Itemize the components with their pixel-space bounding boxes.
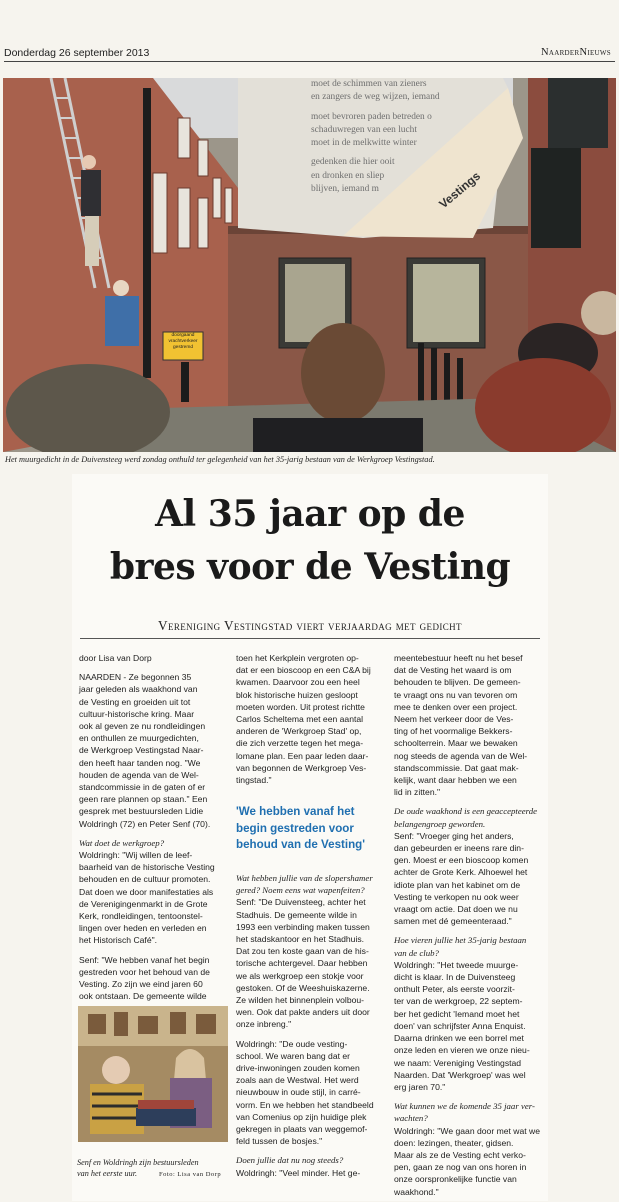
question-line: De oude waakhond is een geaccepteerde (394, 806, 538, 817)
question-line: Wat kunnen we de komende 35 jaar ver- (394, 1101, 535, 1112)
column-1-text (79, 671, 231, 1002)
paragraph-spacer (394, 1093, 546, 1100)
sign-line: gestremd (173, 345, 193, 350)
text-line: ber het gedicht 'Iemand moet het (394, 1008, 520, 1019)
text-line: erg jaren 70." (394, 1081, 446, 1092)
text-line: toen het Kerkplein vergroten op- (236, 653, 359, 663)
text-line: Kerk, rondleidingen, tentoonstel- (79, 911, 203, 922)
byline: door Lisa van Dorp (79, 653, 152, 663)
column-2-text (236, 652, 388, 786)
text-line: die zich verzette tegen het mega- (236, 738, 364, 749)
text-line: Woldringh: "De oude vesting- (236, 1038, 348, 1049)
text-line: Maar als ze de Vesting echt verko- (394, 1149, 526, 1160)
text-line: tingstad." (236, 775, 272, 786)
text-line: Dat doen we door manifestaties als (79, 886, 214, 897)
text-line: Ze wilden het binnenplein volbou- (236, 995, 365, 1006)
text-line: Vesting. Zo zijn we eind jaren 60 (79, 979, 203, 990)
poem-line: gedenken die hier ooit (311, 157, 395, 168)
paragraph-spacer (236, 1147, 388, 1154)
text-line: ter van de werkgroep, 22 septem- (394, 996, 523, 1007)
text-line: Woldringh: "Wij willen de leef- (79, 850, 193, 861)
text-line: wen. Ook dat pakte anders uit door (236, 1007, 370, 1018)
pull-quote-line: begin gestreden voor (236, 821, 354, 835)
headline-line-2: bres voor de Vesting (109, 546, 511, 588)
text-line: lid in zitten." (394, 787, 441, 798)
column-2b-text (236, 872, 388, 1179)
text-line: behouden en de cultuur promoten. (79, 874, 211, 885)
text-line: doen' van schrijfster Anna Enquist. (394, 1020, 526, 1031)
text-line: cultuur-historische kring. Maar (79, 708, 195, 719)
text-line: Carlos Scheltema met een aantal (236, 714, 364, 725)
text-line: het Historisch Café". (79, 935, 158, 946)
inset-caption-text: van het eerste uur. (77, 1169, 138, 1178)
banner-text: Vestings (436, 168, 484, 212)
text-line: geen rare plannen op staan." Een (79, 794, 208, 805)
text-line: Daarna drinken we een borrel met (394, 1033, 524, 1044)
text-line: van Comenius op zijn huidige plek (236, 1111, 367, 1122)
paragraph-spacer (79, 830, 231, 837)
text-line: achter de Grote Kerk. Alhoewel het (394, 867, 528, 878)
text-line: doen: lezingen, theater, gidsen. (394, 1137, 514, 1148)
inset-photo (78, 1006, 228, 1142)
text-line: van begonnen de Werkgroep Ves- (236, 762, 367, 773)
question-line: van de club? (394, 947, 439, 958)
text-line: gekregen in plaats van weggemof- (236, 1124, 368, 1135)
photo-caption: Het muurgedicht in de Duivensteeg werd zondag onthuld ter gelegenheid van het 35-jarig bestaan van de Werkgroep Vestingstad. (5, 455, 435, 464)
text-line: blok historische huizen gesloopt (236, 689, 358, 700)
column-2 (236, 652, 388, 786)
text-line: Senf: "De Duivensteeg, achter het (236, 897, 366, 908)
text-line: zoals aan de Westwal. Het werd (236, 1075, 359, 1086)
text-line: standcommissie in de gaten of er (79, 782, 206, 793)
text-line: waakhond." (394, 1186, 439, 1197)
paragraph-spacer (79, 947, 231, 954)
text-line: het stadskantoor en het Stadhuis. (236, 934, 365, 945)
text-line: Woldringh: "We gaan door met wat we (394, 1125, 541, 1136)
text-line: ook al geven ze nu rondleidingen (79, 721, 206, 732)
text-line: onze inbreng." (236, 1019, 292, 1030)
question-line: Wat doet de werkgroep? (79, 837, 165, 848)
poem-line: en dronken en sliep (311, 170, 385, 181)
inset-caption-line-2 (77, 1168, 221, 1180)
inset-caption-line: Senf en Woldringh zijn bestuursleden (77, 1158, 199, 1167)
text-line: we als werkgroep een stokje voor (236, 970, 364, 981)
paragraph-spacer (236, 1031, 388, 1038)
text-line: nieuwbouw in oude stijl, in carré- (236, 1087, 361, 1098)
column-3 (394, 652, 546, 1198)
text-line: dicht is klaar. In de Duivensteeg (394, 972, 516, 983)
poem-text (311, 78, 440, 196)
poem-line: moet de schimmen van zieners (311, 79, 427, 89)
question-line: Wat hebben jullie van de slopershamer (236, 873, 373, 883)
inset-photo-scene (78, 1006, 228, 1142)
text-line: schoolterrein. Maar we bewaken (394, 738, 518, 749)
question-line: wachten? (394, 1113, 428, 1124)
text-line: den heeft haar tanden nog. "We (79, 757, 201, 768)
column-3-text (394, 652, 546, 1198)
text-line: de Werkgroep Vestingstad Naar- (79, 745, 204, 756)
text-line: school. We waren bang dat er (236, 1050, 351, 1061)
text-line: te vraagt ons nu van tevoren om (394, 689, 518, 700)
text-line: Woldringh: "Veel minder. Het ge- (236, 1167, 361, 1178)
poem-line: blijven, iemand m (311, 184, 379, 195)
inset-caption (77, 1157, 221, 1180)
question-line: belangengroep geworden. (394, 818, 486, 829)
text-line: standscommissie. Dat gaat mak- (394, 762, 519, 773)
column-1 (79, 652, 231, 1002)
text-line: anderen de 'Werkgroep Stad' op, (236, 726, 362, 737)
headline-line-1: Al 35 jaar op de (155, 493, 465, 535)
photo-scene (3, 78, 616, 452)
text-line: Senf: "Vroeger ging het anders, (394, 830, 514, 841)
text-line: dat er een bioscoop en een C&A bij (236, 665, 371, 676)
column-2b (236, 872, 388, 1179)
text-line: de Vesting en groeiden uit tot (79, 696, 191, 707)
text-line: 1993 een verbinding maken tussen (236, 921, 370, 932)
poem-line: schaduwregen van een lucht (311, 124, 417, 135)
text-line: lingen over heden en verleden en (79, 923, 207, 934)
text-line: jaar geleden als waakhond van (79, 684, 198, 695)
text-line: samen met dé gemeenteraad." (394, 916, 512, 927)
text-line: de Verenigingenmarkt in de Grote (79, 898, 208, 909)
main-photo (3, 78, 616, 452)
text-line: onze oorspronkelijke functie van (394, 1174, 517, 1185)
text-line: Woldringh (72) en Peter Senf (70). (79, 818, 211, 829)
sign-line: doorgaand (171, 333, 195, 338)
text-line: nog steeds de agenda van de Wel- (394, 750, 528, 761)
subhead-divider (80, 638, 540, 639)
poem-line: moet bevroren paden betreden o (311, 111, 432, 122)
newspaper-name: NaarderNieuws (540, 47, 611, 58)
text-line: idiote plan van het kabinet om de (394, 879, 521, 890)
text-line: Senf: "We hebben vanaf het begin (79, 954, 210, 965)
text-line: vraagt om actie. Dat doen we nu (394, 904, 518, 915)
text-line: houden de agenda van de Wel- (79, 769, 199, 780)
text-line: feld tussen de bosjes." (236, 1136, 323, 1147)
text-line: behouden te blijven. De gemeen- (394, 677, 521, 688)
pull-quote-line: behoud van de Vesting' (236, 838, 366, 851)
text-line: Vesting te verkopen nu ook weer (394, 891, 519, 902)
text-line: onthult Peter, als eerste voorzit- (394, 984, 515, 995)
sign-line: vrachtverkeer (168, 339, 198, 344)
subheadline: Vereniging Vestingstad viert verjaardag met gedicht (158, 618, 462, 633)
text-line: Naarden. Dat 'Werkgroep' was wel (394, 1069, 526, 1080)
text-line: baarheid van de historische Vesting (79, 862, 215, 873)
text-line: moeten worden. Uit protest richtte (236, 701, 365, 712)
text-line: kwamen. Daarvoor zou een heel (236, 677, 360, 688)
text-line: vorm. En we hebben het standbeeld (236, 1099, 374, 1110)
text-line: mee te denken over een project. (394, 701, 518, 712)
text-line: onze leden en vieren we onze nieu- (394, 1045, 530, 1056)
text-line: torische achtergevel. Daar hebben (236, 958, 368, 969)
paragraph-spacer (394, 798, 546, 805)
text-line: Woldringh: "Het tweede muurge- (394, 959, 519, 970)
text-line: gesprek met bestuursleden Lidie (79, 806, 204, 817)
text-line: dat de Vesting het waard is om (394, 665, 512, 676)
paragraph-spacer (394, 927, 546, 934)
pull-quote-line: 'We hebben vanaf het (236, 805, 355, 818)
pull-quote (236, 804, 388, 854)
text-line: kelijk, want daar hebben we een (394, 775, 517, 786)
text-line: ting of het voormalige Bekkers- (394, 726, 513, 737)
header-divider (4, 61, 615, 62)
text-line: Neem het verkeer door de Ves- (394, 714, 514, 725)
poem-line: moet in de melkwitte winter (311, 138, 417, 149)
poem-line: en zangers de weg wijzen, iemand (311, 92, 440, 103)
text-line: lomane plan. Een paar leden daar- (236, 750, 369, 761)
text-line: Stadhuis. De gemeente wilde in (236, 909, 357, 920)
photo-credit: Foto: Lisa van Dorp (159, 1171, 222, 1178)
text-line: gestoken. Of de Weeshuiskazerne. (236, 982, 370, 993)
text-line: NAARDEN - Ze begonnen 35 (79, 672, 192, 683)
question-line: gered? Noem eens wat wapenfeiten? (236, 885, 365, 896)
traffic-sign (163, 333, 203, 351)
text-line: meentebestuur heeft nu het besef (394, 653, 523, 663)
text-line: we naam: Vereniging Vestingstad (394, 1057, 522, 1068)
text-line: ook ontstaan. De gemeente wilde (79, 991, 207, 1002)
text-line: dan gebeurden er ineens rare din- (394, 843, 524, 854)
text-line: en onthullen ze muurgedichten, (79, 733, 199, 744)
text-line: Dat zou ten koste gaan van de his- (236, 946, 369, 957)
text-line: pen, gaan ze nog van ons horen in (394, 1162, 527, 1173)
text-line: gestreden voor het behoud van de (79, 966, 210, 977)
question-line: Hoe vieren jullie het 35-jarig bestaan (394, 935, 527, 946)
text-line: drive-inwoningen zouden komen (236, 1063, 360, 1074)
question-line: Doen jullie dat nu nog steeds? (236, 1155, 344, 1166)
text-line: gen. Moest er een bioscoop komen (394, 855, 529, 866)
issue-date: Donderdag 26 september 2013 (4, 47, 150, 59)
